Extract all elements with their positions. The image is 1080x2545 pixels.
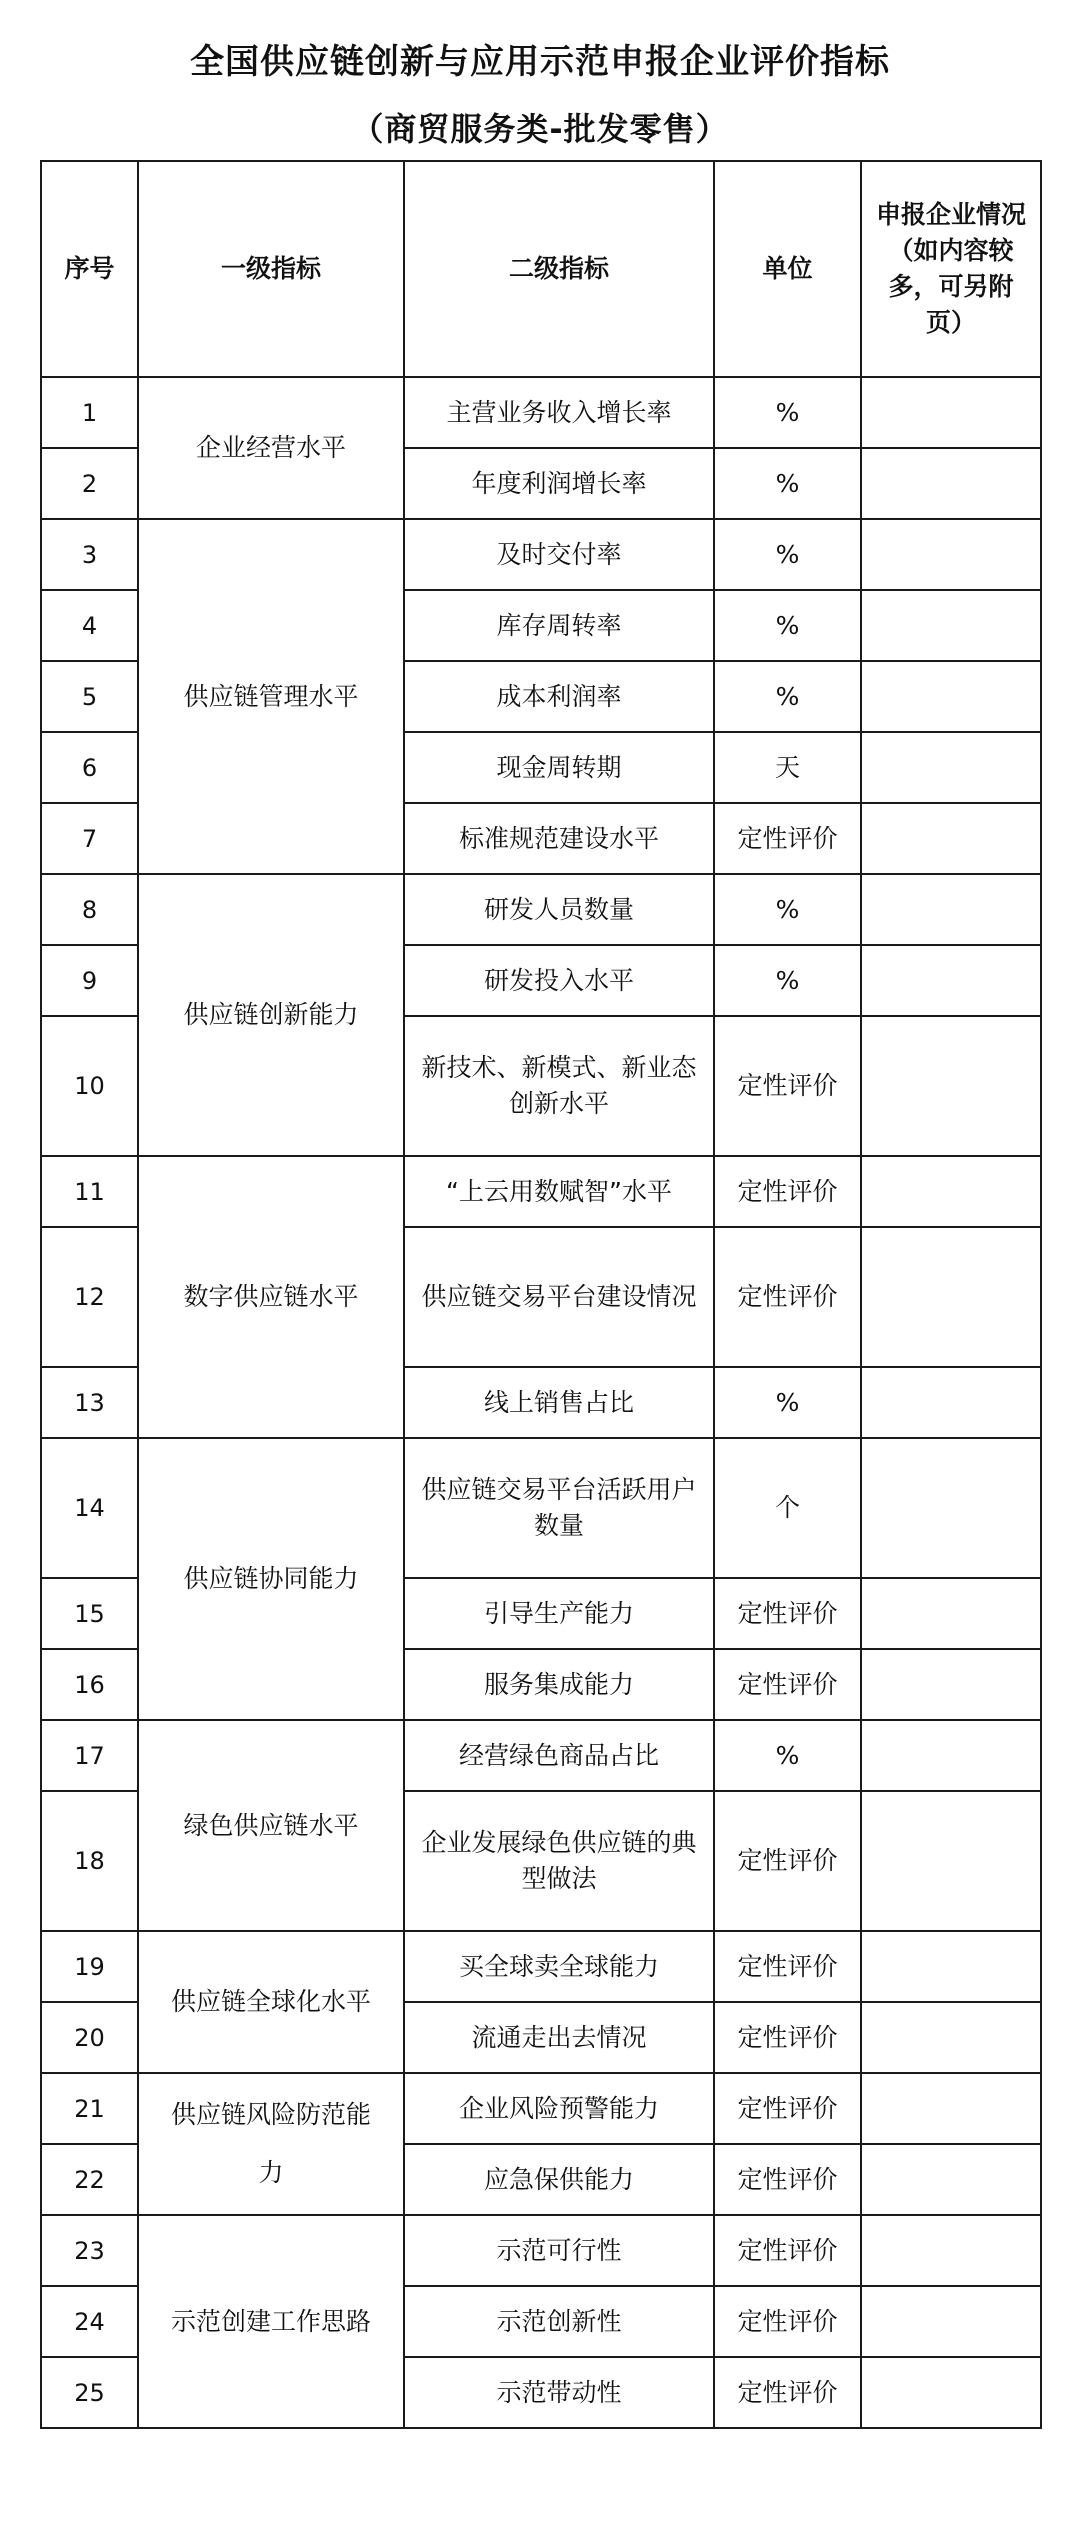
primary-indicator: 供应链风险防范能力 [138, 2073, 404, 2215]
header-num: 序号 [41, 161, 138, 377]
secondary-indicator: 线上销售占比 [404, 1367, 714, 1438]
secondary-indicator: 企业风险预警能力 [404, 2073, 714, 2144]
report-cell[interactable] [861, 1367, 1041, 1438]
report-cell[interactable] [861, 2357, 1041, 2428]
indicator-table [40, 160, 1042, 2429]
table-row [41, 519, 1041, 590]
unit-cell: 天 [714, 732, 861, 803]
unit-cell: 定性评价 [714, 2073, 861, 2144]
primary-indicator: 示范创建工作思路 [138, 2215, 404, 2428]
secondary-indicator: 引导生产能力 [404, 1578, 714, 1649]
unit-cell: 定性评价 [714, 2286, 861, 2357]
secondary-indicator: 买全球卖全球能力 [404, 1931, 714, 2002]
table-row [41, 1156, 1041, 1227]
report-cell[interactable] [861, 377, 1041, 448]
table-row [41, 377, 1041, 448]
report-cell[interactable] [861, 2286, 1041, 2357]
unit-cell: % [714, 1720, 861, 1791]
row-number: 21 [41, 2073, 138, 2144]
unit-cell: 定性评价 [714, 803, 861, 874]
report-cell[interactable] [861, 1016, 1041, 1156]
row-number: 24 [41, 2286, 138, 2357]
secondary-indicator: 年度利润增长率 [404, 448, 714, 519]
header-secondary: 二级指标 [404, 161, 714, 377]
row-number: 19 [41, 1931, 138, 2002]
unit-cell: 定性评价 [714, 1791, 861, 1931]
secondary-indicator: 示范创新性 [404, 2286, 714, 2357]
row-number: 8 [41, 874, 138, 945]
unit-cell: 定性评价 [714, 1227, 861, 1367]
report-cell[interactable] [861, 874, 1041, 945]
secondary-indicator: “上云用数赋智”水平 [404, 1156, 714, 1227]
table-row [41, 2215, 1041, 2286]
unit-cell: % [714, 1367, 861, 1438]
unit-cell: % [714, 945, 861, 1016]
report-cell[interactable] [861, 1578, 1041, 1649]
report-cell[interactable] [861, 1791, 1041, 1931]
secondary-indicator: 流通走出去情况 [404, 2002, 714, 2073]
unit-cell: 定性评价 [714, 1578, 861, 1649]
table-row [41, 1438, 1041, 1578]
report-cell[interactable] [861, 2073, 1041, 2144]
row-number: 2 [41, 448, 138, 519]
header-report: 申报企业情况（如内容较多，可另附页） [861, 161, 1041, 377]
row-number: 13 [41, 1367, 138, 1438]
report-cell[interactable] [861, 732, 1041, 803]
secondary-indicator: 新技术、新模式、新业态创新水平 [404, 1016, 714, 1156]
unit-cell: % [714, 377, 861, 448]
secondary-indicator: 经营绿色商品占比 [404, 1720, 714, 1791]
report-cell[interactable] [861, 803, 1041, 874]
header-primary: 一级指标 [138, 161, 404, 377]
secondary-indicator: 库存周转率 [404, 590, 714, 661]
row-number: 15 [41, 1578, 138, 1649]
report-cell[interactable] [861, 519, 1041, 590]
row-number: 10 [41, 1016, 138, 1156]
secondary-indicator: 研发投入水平 [404, 945, 714, 1016]
unit-cell: 定性评价 [714, 2357, 861, 2428]
row-number: 20 [41, 2002, 138, 2073]
secondary-indicator: 供应链交易平台建设情况 [404, 1227, 714, 1367]
unit-cell: 定性评价 [714, 2215, 861, 2286]
primary-indicator: 供应链协同能力 [138, 1438, 404, 1720]
table-row [41, 2073, 1041, 2144]
document-title: 全国供应链创新与应用示范申报企业评价指标 [190, 42, 890, 82]
report-cell[interactable] [861, 1227, 1041, 1367]
primary-indicator: 数字供应链水平 [138, 1156, 404, 1438]
secondary-indicator: 供应链交易平台活跃用户数量 [404, 1438, 714, 1578]
row-number: 11 [41, 1156, 138, 1227]
secondary-indicator: 标准规范建设水平 [404, 803, 714, 874]
row-number: 16 [41, 1649, 138, 1720]
row-number: 7 [41, 803, 138, 874]
unit-cell: % [714, 874, 861, 945]
primary-indicator: 供应链管理水平 [138, 519, 404, 874]
row-number: 1 [41, 377, 138, 448]
report-cell[interactable] [861, 2002, 1041, 2073]
row-number: 3 [41, 519, 138, 590]
unit-cell: 定性评价 [714, 1931, 861, 2002]
unit-cell: 定性评价 [714, 1649, 861, 1720]
row-number: 5 [41, 661, 138, 732]
primary-indicator: 供应链全球化水平 [138, 1931, 404, 2073]
secondary-indicator: 服务集成能力 [404, 1649, 714, 1720]
unit-cell: 定性评价 [714, 1016, 861, 1156]
row-number: 17 [41, 1720, 138, 1791]
table-row [41, 1720, 1041, 1791]
primary-indicator: 企业经营水平 [138, 377, 404, 519]
row-number: 14 [41, 1438, 138, 1578]
report-cell[interactable] [861, 1649, 1041, 1720]
secondary-indicator: 及时交付率 [404, 519, 714, 590]
report-cell[interactable] [861, 590, 1041, 661]
secondary-indicator: 示范带动性 [404, 2357, 714, 2428]
secondary-indicator: 研发人员数量 [404, 874, 714, 945]
row-number: 6 [41, 732, 138, 803]
row-number: 25 [41, 2357, 138, 2428]
unit-cell: 个 [714, 1438, 861, 1578]
secondary-indicator: 示范可行性 [404, 2215, 714, 2286]
report-cell[interactable] [861, 2144, 1041, 2215]
unit-cell: 定性评价 [714, 2002, 861, 2073]
primary-indicator: 绿色供应链水平 [138, 1720, 404, 1931]
header-unit: 单位 [714, 161, 861, 377]
row-number: 23 [41, 2215, 138, 2286]
secondary-indicator: 现金周转期 [404, 732, 714, 803]
document-subtitle: （商贸服务类-批发零售） [351, 110, 729, 148]
unit-cell: 定性评价 [714, 2144, 861, 2215]
secondary-indicator: 应急保供能力 [404, 2144, 714, 2215]
report-cell[interactable] [861, 1931, 1041, 2002]
unit-cell: % [714, 590, 861, 661]
secondary-indicator: 企业发展绿色供应链的典型做法 [404, 1791, 714, 1931]
unit-cell: 定性评价 [714, 1156, 861, 1227]
secondary-indicator: 主营业务收入增长率 [404, 377, 714, 448]
secondary-indicator: 成本利润率 [404, 661, 714, 732]
unit-cell: % [714, 448, 861, 519]
row-number: 22 [41, 2144, 138, 2215]
report-cell[interactable] [861, 1156, 1041, 1227]
unit-cell: % [714, 519, 861, 590]
table-row [41, 874, 1041, 945]
report-cell[interactable] [861, 1438, 1041, 1578]
table-row [41, 1931, 1041, 2002]
row-number: 4 [41, 590, 138, 661]
report-cell[interactable] [861, 1720, 1041, 1791]
report-cell[interactable] [861, 448, 1041, 519]
report-cell[interactable] [861, 661, 1041, 732]
row-number: 9 [41, 945, 138, 1016]
row-number: 18 [41, 1791, 138, 1931]
row-number: 12 [41, 1227, 138, 1367]
report-cell[interactable] [861, 945, 1041, 1016]
report-cell[interactable] [861, 2215, 1041, 2286]
primary-indicator: 供应链创新能力 [138, 874, 404, 1156]
table-header-row [41, 161, 1041, 377]
unit-cell: % [714, 661, 861, 732]
